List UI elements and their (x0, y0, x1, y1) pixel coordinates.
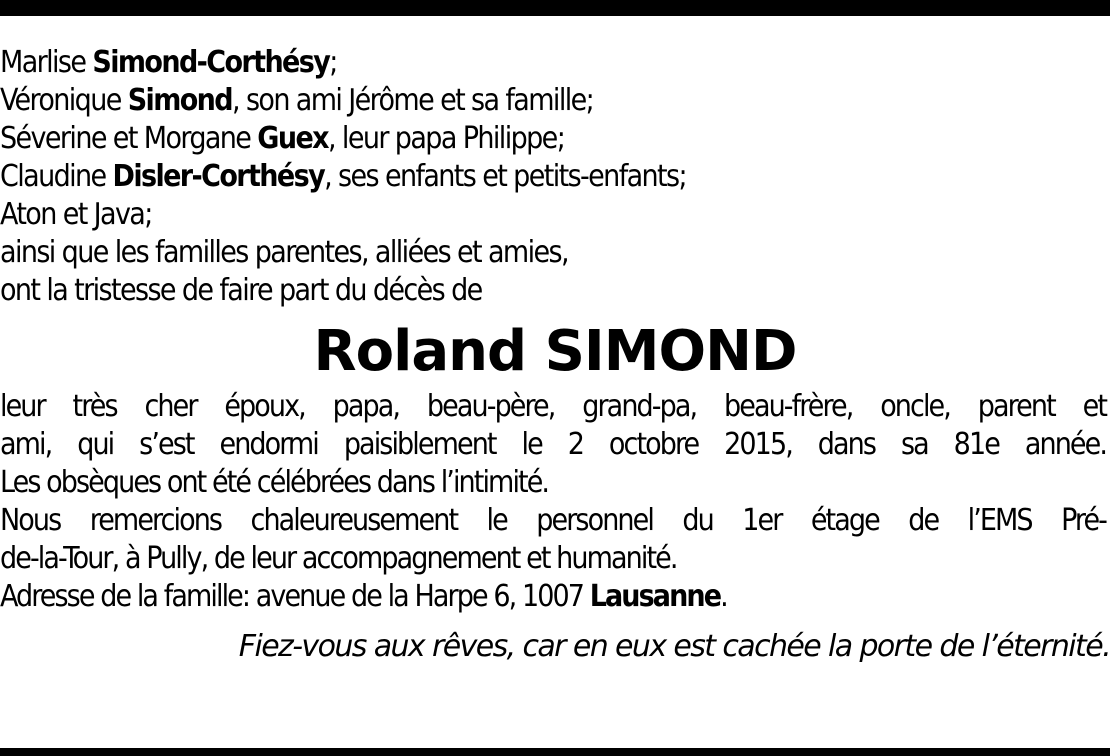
family-line-6: ainsi que les familles parentes, alliées et amies, (0, 235, 568, 270)
deceased-name: Roland SIMOND (313, 319, 797, 384)
family-line-2: Véronique Simond, son ami Jérôme et sa famille; (0, 83, 594, 118)
body-line-5: de-la-Tour, à Pully, de leur accompagnement et humanité. (0, 541, 677, 576)
family-announcement (0, 44, 1110, 310)
family-line-3: Séverine et Morgane Guex, leur papa Philippe; (0, 121, 565, 156)
body-line-4: Nous remercions chaleureusement le personnel du 1er étage de l’EMS Pré- (0, 503, 1106, 538)
body-line-2: ami, qui s’est endormi paisiblement le 2 octobre 2015, dans sa 81e année. (0, 427, 1106, 462)
body-line-1: leur très cher époux, papa, beau-père, grand-pa, beau-frère, oncle, parent et (0, 389, 1106, 424)
obituary-notice (0, 44, 1110, 666)
family-line-4: Claudine Disler-Corthésy, ses enfants et petits-enfants; (0, 159, 686, 194)
body-line-3: Les obsèques ont été célébrées dans l’intimité. (0, 465, 549, 500)
bottom-border-rule (0, 748, 1110, 756)
family-line-5: Aton et Java; (0, 197, 152, 232)
obituary-body (0, 388, 1110, 616)
closing-quote: Fiez-vous aux rêves, car en eux est cachée la porte de l’éternité. (238, 629, 1110, 664)
family-line-7: ont la tristesse de faire part du décès de (0, 273, 482, 308)
family-line-1: Marlise Simond-Corthésy; (0, 45, 337, 80)
family-address: Adresse de la famille: avenue de la Harpe 6, 1007 Lausanne. (0, 579, 727, 614)
top-border-rule (0, 0, 1110, 16)
